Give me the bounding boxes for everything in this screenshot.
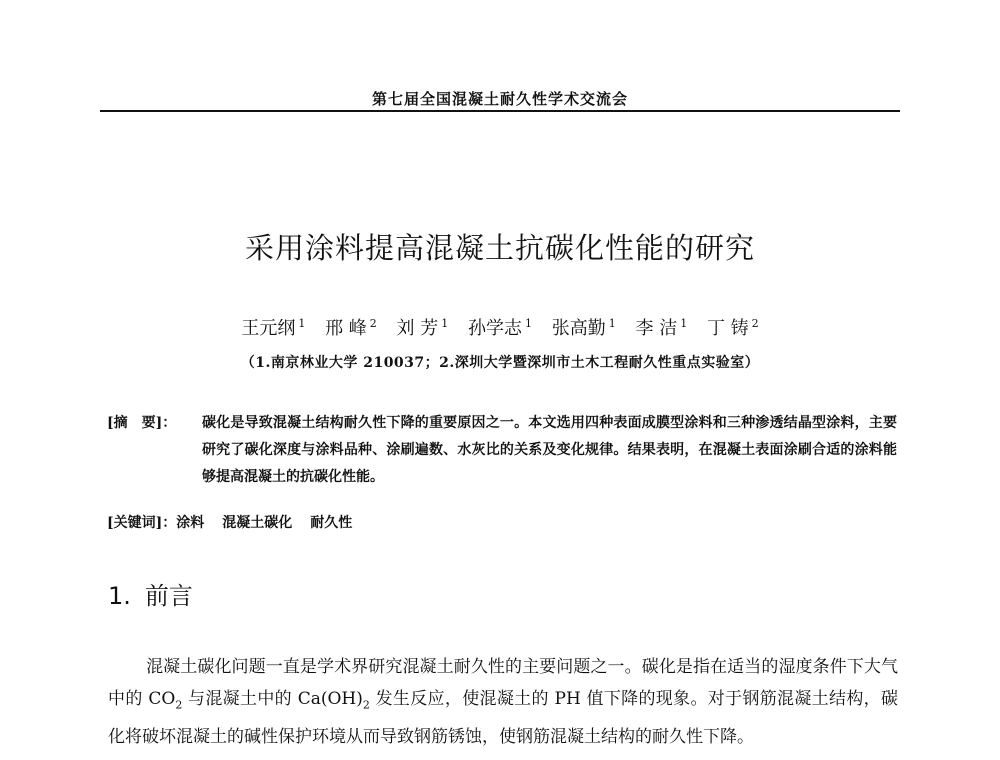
author xyxy=(397,318,449,339)
section-title: 前言 xyxy=(144,582,193,610)
subscript: 2 xyxy=(362,698,370,712)
abstract-text: 碳化是导致混凝土结构耐久性下降的重要原因之一。本文选用四种表面成膜型涂料和三种渗透结晶型涂料，主要研究了碳化深度与涂料品种、涂刷遍数、水灰比的关系及变化规律。结果表明，在混凝土表面涂刷合适的涂料能够提高混凝土的抗碳化性能。 xyxy=(202,415,897,485)
subscript: 2 xyxy=(175,698,183,712)
author-name: 张高勤 xyxy=(551,318,606,339)
abstract-label: [摘 要]： xyxy=(107,415,177,431)
header-rule xyxy=(100,110,900,112)
author xyxy=(635,318,687,339)
author-affil-mark: 1 xyxy=(525,317,532,330)
affiliations: （1.南京林业大学 210037；2.深圳大学暨深圳市土木工程耐久性重点实验室） xyxy=(240,355,760,371)
author-name: 刘 芳 xyxy=(396,318,439,339)
author-name: 丁 铸 xyxy=(706,318,749,339)
author xyxy=(241,318,305,339)
author-name: 王元纲 xyxy=(241,318,296,339)
keywords-label: [关键词]： xyxy=(107,515,177,531)
author-affil-mark: 2 xyxy=(369,317,377,330)
body-paragraph xyxy=(108,651,898,753)
keyword: 耐久性 xyxy=(310,515,353,531)
running-header: 第七届全国混凝土耐久性学术交流会 xyxy=(371,90,628,108)
keyword: 涂料 xyxy=(176,515,205,531)
author-name: 李 洁 xyxy=(635,318,678,339)
author xyxy=(707,318,759,339)
paragraph-text: 发生反应，使混凝土的 PH 值下降的现象。对于钢筋混凝土结构，碳化将破坏混凝土的碱性保护环境从而导致钢筋锈蚀，使钢筋混凝土结构的耐久性下降。 xyxy=(108,689,898,748)
author-name: 邢 峰 xyxy=(325,318,367,339)
author-affil-mark: 1 xyxy=(680,317,688,330)
author-list xyxy=(100,314,900,340)
author-affil-mark: 2 xyxy=(751,317,759,330)
paper-title: 采用涂料提高混凝土抗碳化性能的研究 xyxy=(244,231,755,265)
author xyxy=(325,318,377,339)
author-affil-mark: 1 xyxy=(441,317,449,330)
author xyxy=(552,318,616,339)
section-heading xyxy=(108,576,193,611)
paragraph-text: 与混凝土中的 Ca(OH) xyxy=(182,689,363,709)
paragraph-text: 混凝土碳化问题一直是学术界研究混凝土耐久性的主要问题之一。碳化是指在适当的湿度条件下大气中的 CO xyxy=(108,657,898,709)
keyword: 混凝土碳化 xyxy=(222,515,293,531)
keywords xyxy=(107,512,370,532)
author-affil-mark: 1 xyxy=(298,317,306,330)
section-number: 1. xyxy=(108,582,131,610)
author-name: 孙学志 xyxy=(468,318,522,339)
author xyxy=(468,318,532,339)
author-affil-mark: 1 xyxy=(608,317,616,330)
